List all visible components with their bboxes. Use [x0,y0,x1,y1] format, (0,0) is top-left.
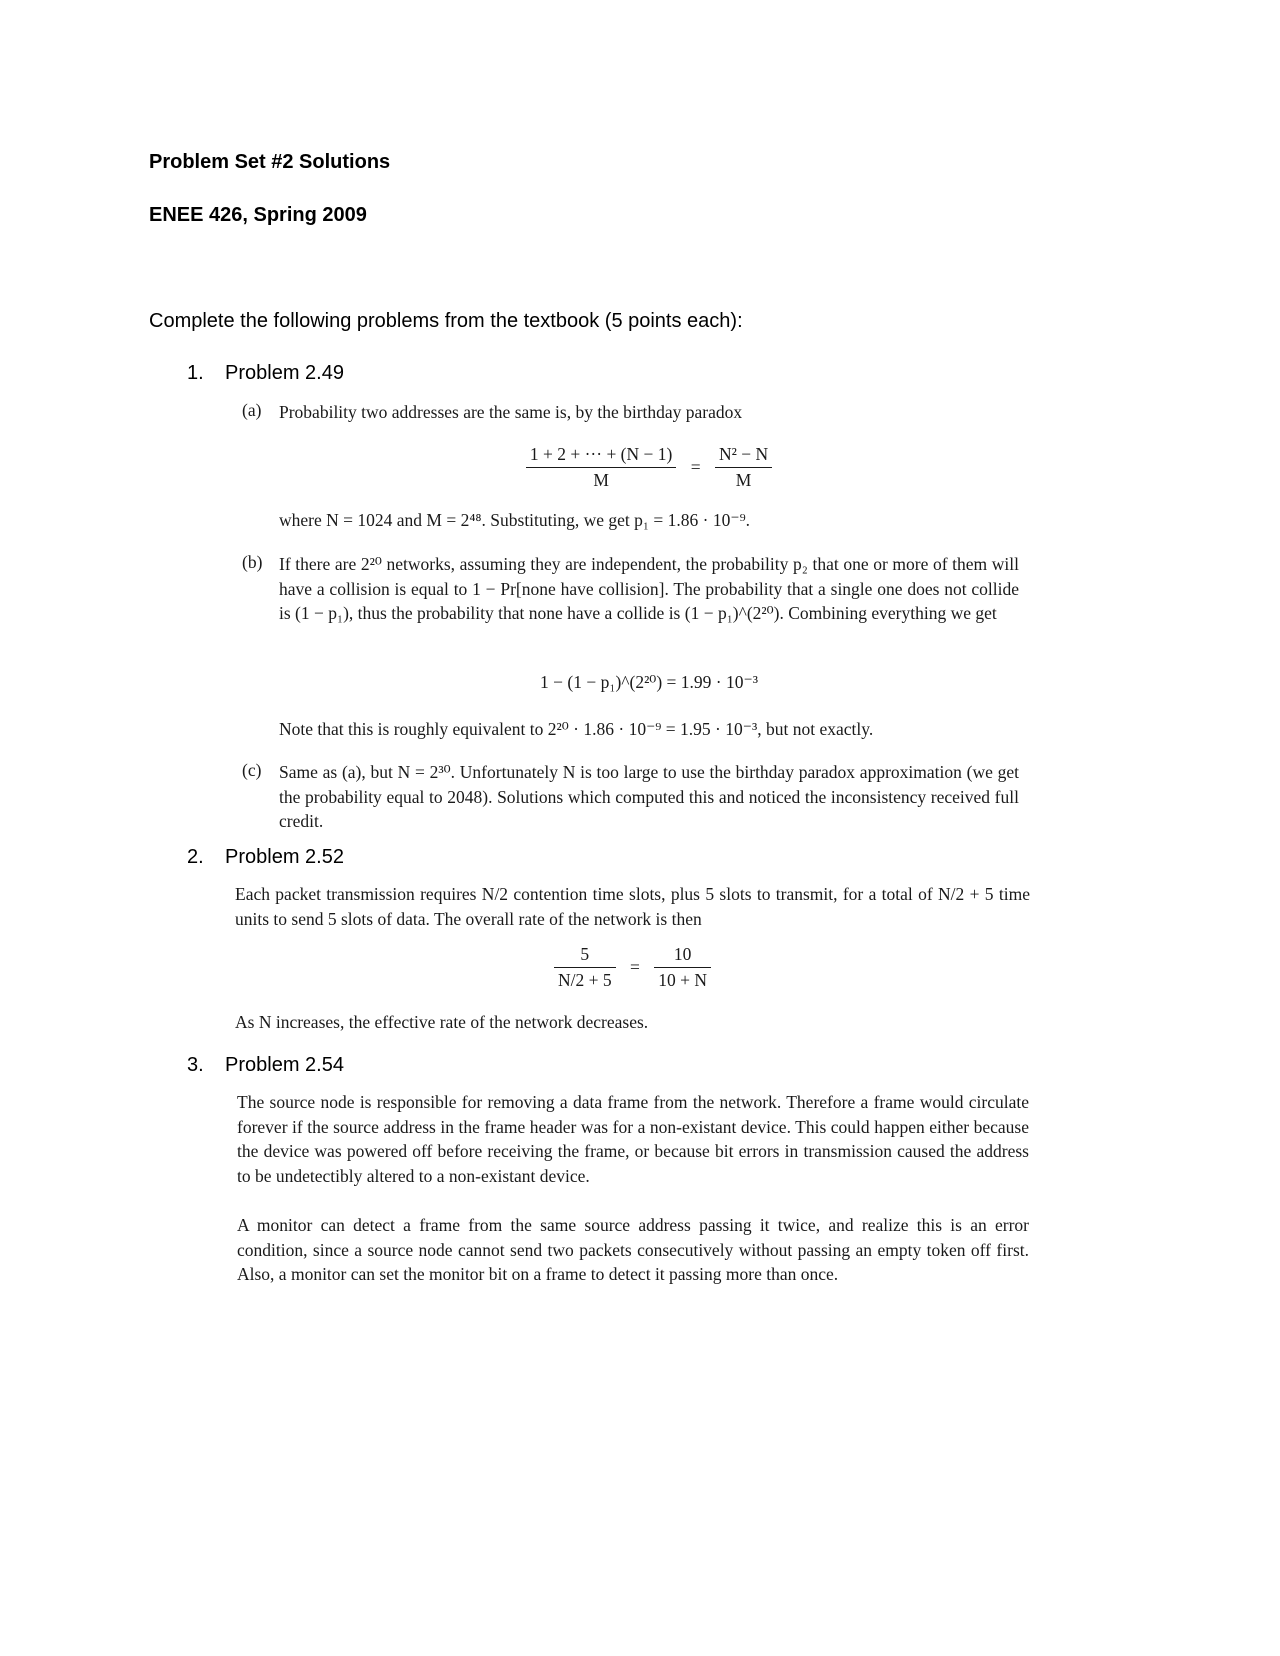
numerator-left: 1 + 2 + ··· + (N − 1) [526,444,677,468]
numerator-left: 5 [554,944,616,968]
fraction-left [526,444,677,491]
part-b-text: If there are 2²⁰ networks, assuming they are independent, the probability p₂ that one or more of them will have a collision is equal to 1 − Pr[none have collision]. The probability that a single one does not collide is (1 − p₁), thus the probability that none have a collide is (1 − p₁)^(2²⁰). Combining everything we get [279,554,1019,623]
collision-probability-equation: 1 − (1 − p₁)^(2²⁰) = 1.99 · 10⁻³ [540,672,758,692]
denominator-right: 10 + N [658,970,707,990]
denominator-left: N/2 + 5 [557,970,612,990]
problem-heading: Problem 2.52 [225,846,344,868]
denominator-left: M [593,470,609,490]
numerator-right: 10 [654,944,711,968]
fraction-left [554,944,616,991]
problem-number: 2. [187,846,204,868]
part-a-result: where N = 1024 and M = 2⁴⁸. Substituting, we get p₁ = 1.86 · 10⁻⁹. [279,510,751,530]
equals-sign: = [629,957,640,977]
fraction-right [654,944,711,991]
part-a-text: Probability two addresses are the same is, by the birthday paradox [279,402,743,422]
problem-3-paragraph-2: A monitor can detect a frame from the same source address passing it twice, and realize this is an error condition, since a source node cannot send two packets consecutively without passing an empty token off first. Also, a monitor can set the monitor bit on a frame to detect it passing more than once. [237,1215,1029,1284]
part-b-note: Note that this is roughly equivalent to 2²⁰ · 1.86 · 10⁻⁹ = 1.95 · 10⁻³, but not exactly. [279,719,874,739]
network-rate-equation [235,944,1030,991]
numerator-right: N² − N [715,444,772,468]
birthday-paradox-equation [279,444,1019,491]
problem-number: 3. [187,1054,204,1076]
part-label-b: (b) [242,552,263,572]
problem-2-text: Each packet transmission requires N/2 contention time slots, plus 5 slots to transmit, for a total of N/2 + 5 time units to send 5 slots of data. The overall rate of the network is then [235,884,1030,929]
course-info: ENEE 426, Spring 2009 [149,204,367,226]
part-label-c: (c) [242,760,262,780]
equals-sign: = [690,457,701,477]
problem-heading: Problem 2.49 [225,362,344,384]
problem-2-conclusion: As N increases, the effective rate of the network decreases. [235,1012,649,1032]
part-c-text: Same as (a), but N = 2³⁰. Unfortunately N is too large to use the birthday paradox approximation (we get the probability equal to 2048). Solutions which computed this and noticed the inconsistency received full credit. [279,762,1019,831]
fraction-right [715,444,772,491]
page-title: Problem Set #2 Solutions [149,151,391,173]
problem-heading: Problem 2.54 [225,1054,344,1076]
denominator-right: M [735,470,752,490]
part-label-a: (a) [242,400,262,420]
intro-text: Complete the following problems from the textbook (5 points each): [149,310,743,332]
problem-number: 1. [187,362,204,384]
problem-3-paragraph-1: The source node is responsible for removing a data frame from the network. Therefore a frame would circulate forever if the source address in the frame header was for a non-existant device. This could happen either because the device was powered off before receiving the frame, or because bit errors in transmission caused the address to be undetectibly altered to a non-existant device. [237,1092,1029,1186]
